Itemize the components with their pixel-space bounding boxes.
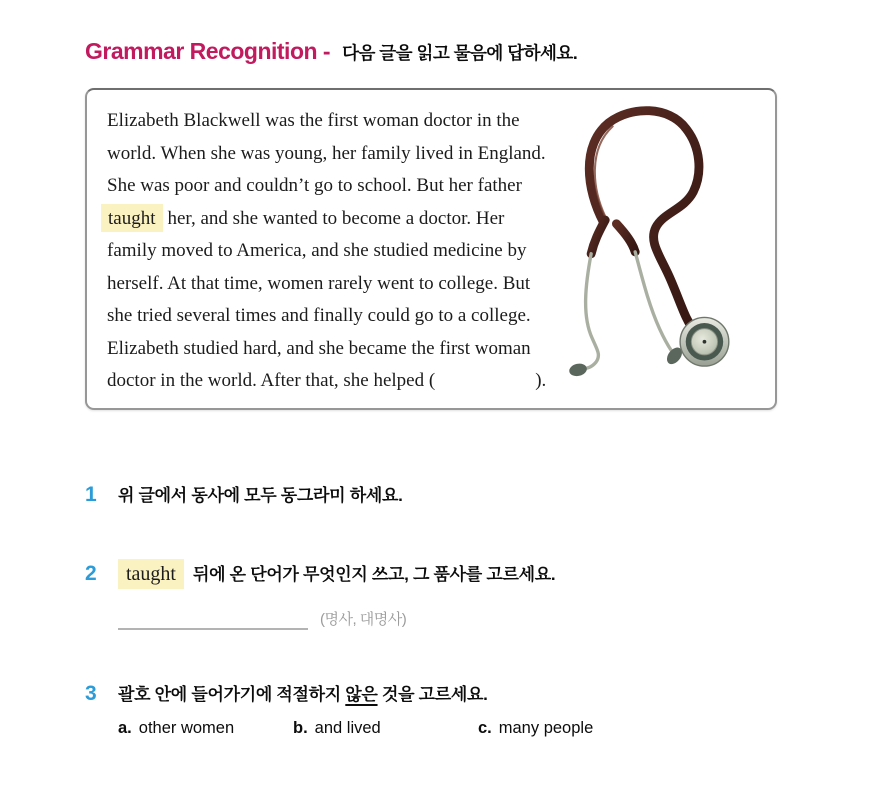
- header: [85, 38, 577, 65]
- passage-line: family moved to America, and she studied medicine by: [107, 240, 527, 261]
- highlighted-word-taught: taught: [118, 559, 184, 589]
- passage-line: herself. At that time, women rarely went to college. But: [107, 272, 531, 294]
- question-3: [85, 680, 488, 706]
- option-a[interactable]: a. other women: [118, 719, 235, 737]
- reading-passage: [107, 105, 546, 398]
- highlighted-word-taught: taught: [101, 204, 163, 232]
- passage-line: Elizabeth Blackwell was the first woman doctor in the: [107, 110, 520, 131]
- option-c[interactable]: c. many people: [478, 719, 594, 737]
- question-2-answer-area: [118, 608, 406, 630]
- passage-line: doctor in the world. After that, she helped ( ).: [107, 370, 547, 391]
- question-3-number: 3: [85, 682, 97, 705]
- page-title: Grammar Recognition -: [85, 38, 331, 64]
- reading-passage-box: [85, 88, 777, 410]
- question-2-number: 2: [85, 562, 97, 585]
- underlined-word: 않은: [345, 685, 378, 704]
- question-1-text: 위 글에서 동사에 모두 동그라미 하세요.: [118, 486, 403, 505]
- question-2-text: 뒤에 온 단어가 무엇인지 쓰고, 그 품사를 고르세요.: [193, 565, 556, 584]
- stethoscope-image: [564, 95, 770, 405]
- passage-line: taught her, and she wanted to become a doctor. Her: [107, 203, 546, 236]
- answer-hint: (명사, 대명사): [320, 611, 407, 628]
- passage-line: she tried several times and finally could go to a college.: [107, 305, 531, 326]
- question-3-text: 괄호 안에 들어가기에 적절하지 않은 것을 고르세요.: [118, 685, 488, 704]
- answer-blank[interactable]: [118, 610, 308, 630]
- question-1: [85, 481, 403, 507]
- question-2: [85, 559, 555, 589]
- question-1-number: 1: [85, 483, 97, 506]
- page-subtitle: 다음 글을 읽고 물음에 답하세요.: [342, 43, 578, 63]
- passage-line: Elizabeth studied hard, and she became the first woman: [107, 337, 531, 359]
- option-b[interactable]: b. and lived: [293, 719, 381, 737]
- passage-line: She was poor and couldn’t go to school. But her father: [107, 175, 522, 196]
- passage-line: world. When she was young, her family lived in England.: [107, 142, 546, 164]
